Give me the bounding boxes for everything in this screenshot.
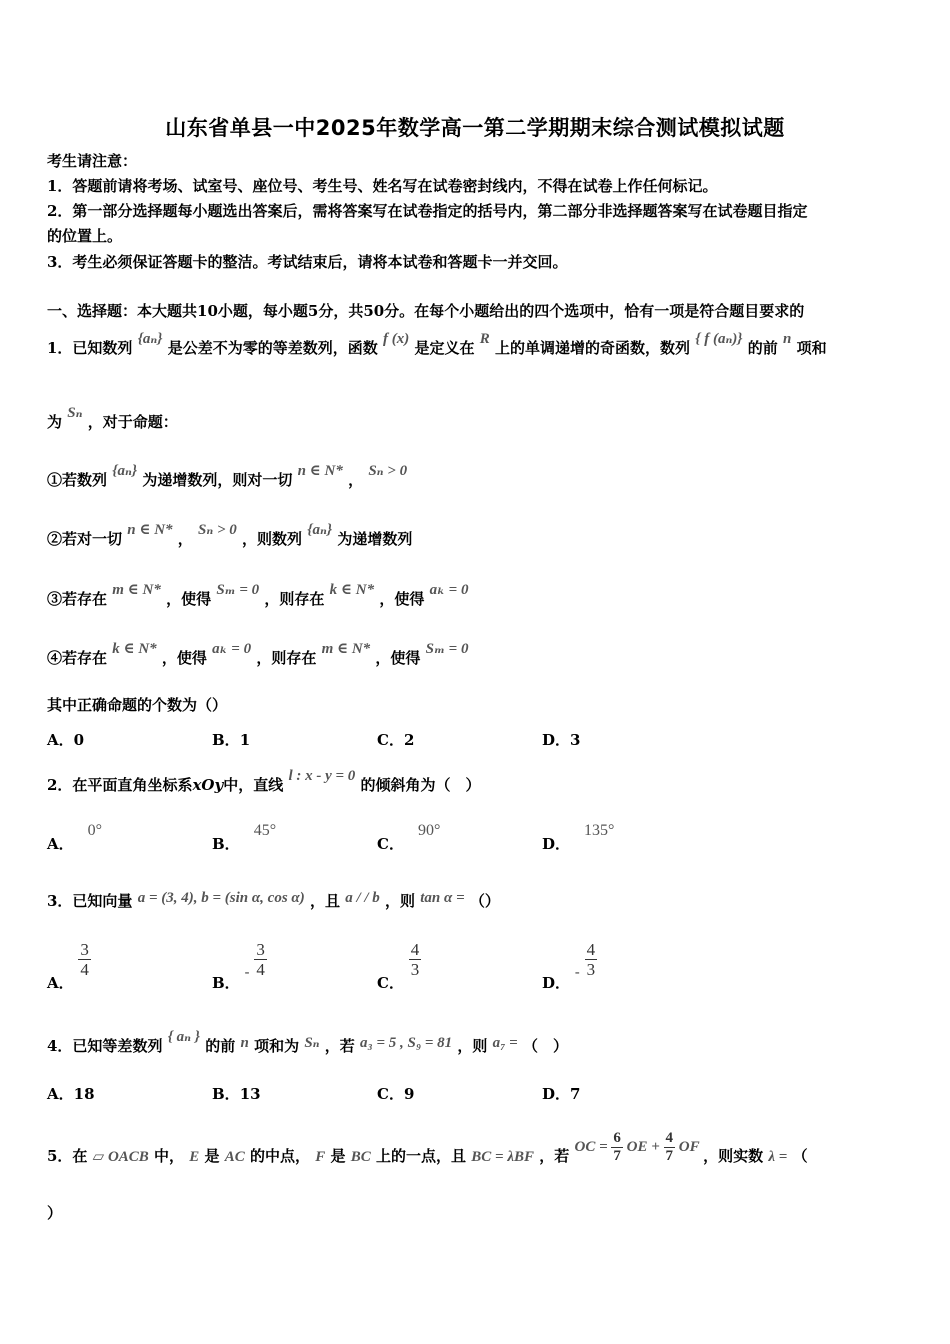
question-1 xyxy=(47,331,827,360)
q4-text: ，若 xyxy=(324,1037,355,1055)
fraction-denominator: 7 xyxy=(665,1148,674,1164)
q1-math: f (x) xyxy=(383,331,410,347)
q5-text: 中， xyxy=(154,1146,185,1165)
q5-math: OF xyxy=(678,1138,700,1155)
fraction-numerator: 4 xyxy=(665,1130,674,1146)
q4-math: a₃ = 5 , S₉ = 81 xyxy=(360,1035,453,1051)
q5-math: ▱ OACB xyxy=(92,1148,149,1165)
q5-math: OC = xyxy=(574,1138,608,1155)
question-5 xyxy=(47,1130,808,1175)
option-label: A． xyxy=(47,973,74,992)
q2-text: 中，直线 xyxy=(223,776,284,794)
option-value: 0 xyxy=(73,731,85,749)
option-d[interactable] xyxy=(542,729,580,750)
q5-text: 5．在 xyxy=(47,1146,88,1165)
q1-text: 是定义在 xyxy=(414,339,475,357)
prop-math: aₖ = 0 xyxy=(429,582,469,598)
option-label: B． xyxy=(212,1085,240,1103)
option-label: B． xyxy=(212,731,240,749)
q1-math: { f (aₙ)} xyxy=(695,331,743,347)
q5-math: OE + xyxy=(626,1138,660,1155)
fraction xyxy=(664,1130,676,1165)
q5-math: BC xyxy=(350,1148,371,1165)
option-c[interactable] xyxy=(377,822,441,854)
q3-math: a / / b xyxy=(345,890,380,906)
fraction-numerator: 4 xyxy=(586,940,596,959)
q5-text: （ xyxy=(792,1146,808,1165)
q3-text: ，则 xyxy=(385,892,416,910)
option-d[interactable] xyxy=(542,940,597,992)
q4-math: Sₙ xyxy=(304,1035,320,1051)
option-label: D． xyxy=(542,731,571,749)
q5-math: BC = λBF xyxy=(471,1148,535,1165)
proposition-4 xyxy=(47,641,469,670)
q2-text: xOy xyxy=(192,776,224,794)
option-value: 13 xyxy=(239,1085,261,1103)
option-value: 135° xyxy=(584,822,615,839)
q1-math: Sₙ xyxy=(67,405,83,421)
prop-math: aₖ = 0 xyxy=(212,641,252,657)
q5-vector-equation xyxy=(574,1130,704,1164)
q3-math: a = (3, 4), b = (sin α, cos α) xyxy=(137,890,305,906)
question-2 xyxy=(47,768,481,797)
prop-math: k ∈ N* xyxy=(112,641,157,657)
fraction xyxy=(611,1130,623,1165)
q5-text: ，则实数 xyxy=(703,1146,764,1165)
option-d[interactable] xyxy=(542,822,615,854)
fraction xyxy=(254,940,267,979)
q1-text: 1．已知数列 xyxy=(47,339,133,357)
fraction-denominator: 4 xyxy=(80,960,89,979)
q4-text: ，则 xyxy=(457,1037,488,1055)
question-1-ask: 其中正确命题的个数为（） xyxy=(47,696,228,714)
option-label: C． xyxy=(377,731,404,749)
q3-text: 3．已知向量 xyxy=(47,892,133,910)
prop-text: ④若存在 xyxy=(47,649,108,667)
prop-text: ，使得 xyxy=(166,590,212,608)
option-label: D． xyxy=(542,973,571,992)
option-value: 2 xyxy=(403,731,415,749)
option-b[interactable] xyxy=(212,1083,261,1104)
prop-text: ，使得 xyxy=(161,649,207,667)
option-label: C． xyxy=(377,973,404,992)
proposition-3 xyxy=(47,582,469,611)
fraction xyxy=(78,940,91,979)
option-value: 45° xyxy=(253,822,277,839)
q5-math: AC xyxy=(224,1148,245,1165)
option-c[interactable] xyxy=(377,1083,414,1104)
q4-text: 4．已知等差数列 xyxy=(47,1037,163,1055)
q5-math: E xyxy=(189,1148,200,1165)
prop-math: Sₘ = 0 xyxy=(425,641,469,657)
fraction xyxy=(585,940,598,979)
option-label: D． xyxy=(542,835,571,853)
option-label: D． xyxy=(542,1085,571,1103)
prop-text: 为递增数列 xyxy=(337,530,413,548)
option-b[interactable] xyxy=(212,822,277,854)
q4-text: （ ） xyxy=(522,1037,568,1055)
q1-text: 上的单调递增的奇函数，数列 xyxy=(494,339,690,357)
question-4 xyxy=(47,1029,568,1058)
fraction-numerator: 3 xyxy=(80,940,89,959)
q2-math: l : x - y = 0 xyxy=(288,768,356,784)
prop-math: Sₘ = 0 xyxy=(216,582,260,598)
question-5-end: ） xyxy=(47,1204,63,1222)
option-a[interactable] xyxy=(47,729,84,750)
option-value: 90° xyxy=(417,822,441,839)
q4-text: 的前 xyxy=(205,1037,236,1055)
q1-text: ，对于命题： xyxy=(87,413,178,431)
question-1-line2 xyxy=(47,405,178,434)
notice-item: 的位置上。 xyxy=(47,227,123,245)
fraction-denominator: 3 xyxy=(410,960,420,979)
fraction-numerator: 4 xyxy=(410,940,420,959)
q3-text: （） xyxy=(469,892,500,910)
fraction-numerator: 3 xyxy=(256,940,265,959)
q5-text: 是 xyxy=(330,1146,346,1165)
q4-math: { aₙ } xyxy=(167,1029,201,1045)
option-value: 0° xyxy=(87,822,103,839)
q5-text: 上的一点，且 xyxy=(376,1146,467,1165)
prop-text: ，则存在 xyxy=(256,649,317,667)
prop-text: ，则数列 xyxy=(242,530,303,548)
option-sign: - xyxy=(244,962,250,981)
q4-text: 项和为 xyxy=(254,1037,300,1055)
option-label: C． xyxy=(377,835,404,853)
prop-text: ，则存在 xyxy=(264,590,325,608)
fraction-denominator: 3 xyxy=(586,960,596,979)
prop-text: 为递增数列，则对一切 xyxy=(142,471,293,489)
fraction-denominator: 7 xyxy=(613,1148,621,1164)
prop-math: Sₙ > 0 xyxy=(368,463,408,479)
notice-item: 2．第一部分选择题每小题选出答案后，需将答案写在试卷指定的括号内，第二部分非选择题答案写在试卷题目指定 xyxy=(47,202,808,220)
q5-math: F xyxy=(315,1148,326,1165)
proposition-1 xyxy=(47,463,408,492)
prop-text: ①若数列 xyxy=(47,471,108,489)
prop-math: m ∈ N* xyxy=(112,582,161,598)
option-value: 1 xyxy=(239,731,251,749)
prop-math: {aₙ} xyxy=(112,463,138,479)
q1-text: 是公差不为零的等差数列，函数 xyxy=(167,339,378,357)
prop-text: ，使得 xyxy=(375,649,421,667)
option-label: A． xyxy=(47,731,74,749)
q3-text: ，且 xyxy=(309,892,340,910)
option-value: 18 xyxy=(73,1085,95,1103)
prop-math: n ∈ N* xyxy=(297,463,343,479)
proposition-2 xyxy=(47,522,413,551)
option-value: 9 xyxy=(403,1085,415,1103)
prop-text: ，使得 xyxy=(379,590,425,608)
q1-math: R xyxy=(479,331,490,347)
prop-text: ②若对一切 xyxy=(47,530,123,548)
q3-math: tan α = xyxy=(420,890,465,906)
notice-heading: 考生请注意： xyxy=(47,152,138,170)
q2-text: 2．在平面直角坐标系 xyxy=(47,776,193,794)
section-heading: 一、选择题：本大题共10小题，每小题5分，共50分。在每个小题给出的四个选项中，恰有一项是符合题目要求的 xyxy=(47,302,805,320)
fraction-numerator: 6 xyxy=(613,1130,621,1146)
option-sign: - xyxy=(574,962,580,981)
q4-math: a₇ = xyxy=(492,1035,518,1051)
q2-text: 的倾斜角为（ ） xyxy=(360,776,481,794)
q1-text: 为 xyxy=(47,413,63,431)
option-b[interactable] xyxy=(212,729,250,750)
prop-text: ， xyxy=(177,530,193,548)
notice-item: 3．考生必须保证答题卡的整洁。考试结束后，请将本试卷和答题卡一并交回。 xyxy=(47,253,568,271)
prop-math: {aₙ} xyxy=(307,522,333,538)
question-3 xyxy=(47,890,500,913)
notice-item: 1．答题前请将考场、试室号、座位号、考生号、姓名写在试卷密封线内，不得在试卷上作任何标记。 xyxy=(47,177,718,195)
prop-math: n ∈ N* xyxy=(127,522,173,538)
prop-math: m ∈ N* xyxy=(321,641,371,657)
option-d[interactable] xyxy=(542,1083,580,1104)
q1-text: 的前 xyxy=(747,339,778,357)
fraction-denominator: 4 xyxy=(256,960,265,979)
q1-text: 项和 xyxy=(796,339,827,357)
q5-text: 的中点， xyxy=(250,1146,311,1165)
option-c[interactable] xyxy=(377,729,414,750)
prop-text: ③若存在 xyxy=(47,590,108,608)
option-label: A． xyxy=(47,835,74,853)
q4-math: n xyxy=(240,1035,249,1051)
option-label: B． xyxy=(212,835,240,853)
option-c[interactable] xyxy=(377,940,421,992)
prop-text: ， xyxy=(348,471,364,489)
q1-math: {aₙ} xyxy=(137,331,163,347)
option-a[interactable] xyxy=(47,1083,95,1104)
prop-math: k ∈ N* xyxy=(329,582,375,598)
option-b[interactable] xyxy=(212,940,267,992)
option-a[interactable] xyxy=(47,940,91,992)
page-title: 山东省单县一中2025年数学高一第二学期期末综合测试模拟试题 xyxy=(165,116,785,140)
option-label: C． xyxy=(377,1085,404,1103)
q5-text: 是 xyxy=(204,1146,220,1165)
option-value: 3 xyxy=(570,731,581,749)
option-value: 7 xyxy=(570,1085,581,1103)
fraction xyxy=(409,940,422,979)
option-label: A． xyxy=(47,1085,74,1103)
q5-text: ，若 xyxy=(539,1146,570,1165)
option-a[interactable] xyxy=(47,822,103,854)
q1-math: n xyxy=(783,331,792,347)
prop-math: Sₙ > 0 xyxy=(198,522,237,538)
q5-math: λ = xyxy=(768,1148,788,1165)
option-label: B． xyxy=(212,973,240,992)
